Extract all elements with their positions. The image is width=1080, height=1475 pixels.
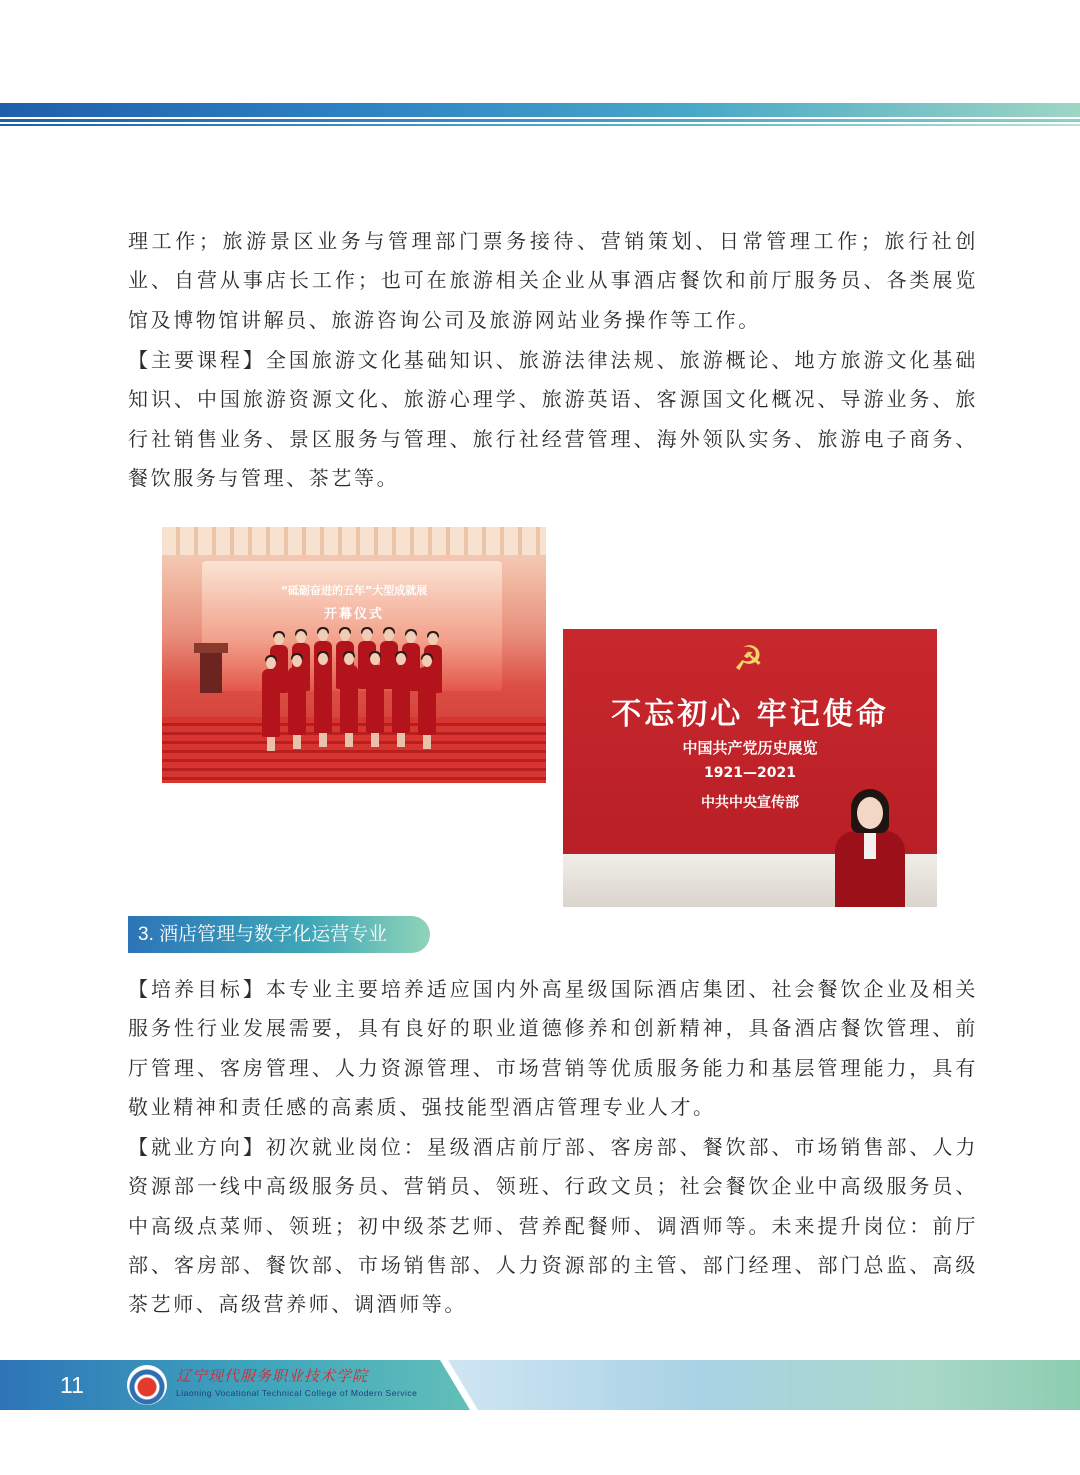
photo-party-history-exhibition [563,629,937,907]
photo-exhibition-opening-group [162,527,546,783]
paragraph-career-direction-continued: 理工作；旅游景区业务与管理部门票务接待、营销策划、日常管理工作；旅行社创业、自营从事店长工作；也可在旅游相关企业从事酒店餐饮和前厅服务员、各类展览馆及博物馆讲解员、旅游咨询公司及旅游网站业务操作等工作。 [128,229,978,332]
section-heading-hotel-management: 3. 酒店管理与数字化运营专业 [128,916,430,953]
school-logo-icon [127,1365,167,1405]
school-name-cn: 辽宁现代服务职业技术学院 [176,1367,369,1385]
podium [200,649,222,693]
paragraph-training-objective: 【培养目标】本专业主要培养适应国内外高星级国际酒店集团、社会餐饮企业及相关服务性行业发展需要，具有良好的职业道德修养和创新精神，具备酒店餐饮管理、前厅管理、客房管理、人力资源管理、市场营销等优质服务能力和基层管理能力，具有敬业精神和责任感的高素质、强技能型酒店管理专业人才。 [128,977,978,1119]
paragraph-employment-direction: 【就业方向】初次就业岗位：星级酒店前厅部、客房部、餐饮部、市场销售部、人力资源部一线中高级服务员、营销员、领班、行政文员；社会餐饮企业中高级服务员、中高级点菜师、领班；初中级茶艺师、营养配餐师、调酒师等。未来提升岗位：前厅部、客房部、餐饮部、市场销售部、人力资源部的主管、部门经理、部门总监、高级茶艺师、高级营养师、调酒师等。 [128,1135,978,1317]
top-decorative-band [0,103,1080,129]
hammer-sickle-icon: ☭ [733,639,764,679]
person-figure [835,789,905,907]
school-name-en: Liaoning Vocational Technical College of Modern Service [176,1388,418,1398]
exhibit-slogan: 不忘初心 牢记使命 [611,697,889,732]
photo-banner-title: “砥砺奋进的五年”大型成就展 [280,584,428,597]
exhibit-title: 中国共产党历史展览 [682,739,818,757]
exhibit-organizer: 中共中央宣传部 [701,795,799,811]
paragraph-main-courses: 【主要课程】全国旅游文化基础知识、旅游法律法规、旅游概论、地方旅游文化基础知识、中国旅游资源文化、旅游心理学、旅游英语、客源国文化概况、导游业务、旅行社销售业务、景区服务与管理、旅行社经营管理、海外领队实务、旅游电子商务、餐饮服务与管理、茶艺等。 [128,348,978,490]
page-number: 11 [60,1372,84,1398]
photo-banner-subtitle: 开幕仪式 [323,607,384,622]
exhibit-years: 1921—2021 [704,765,796,781]
